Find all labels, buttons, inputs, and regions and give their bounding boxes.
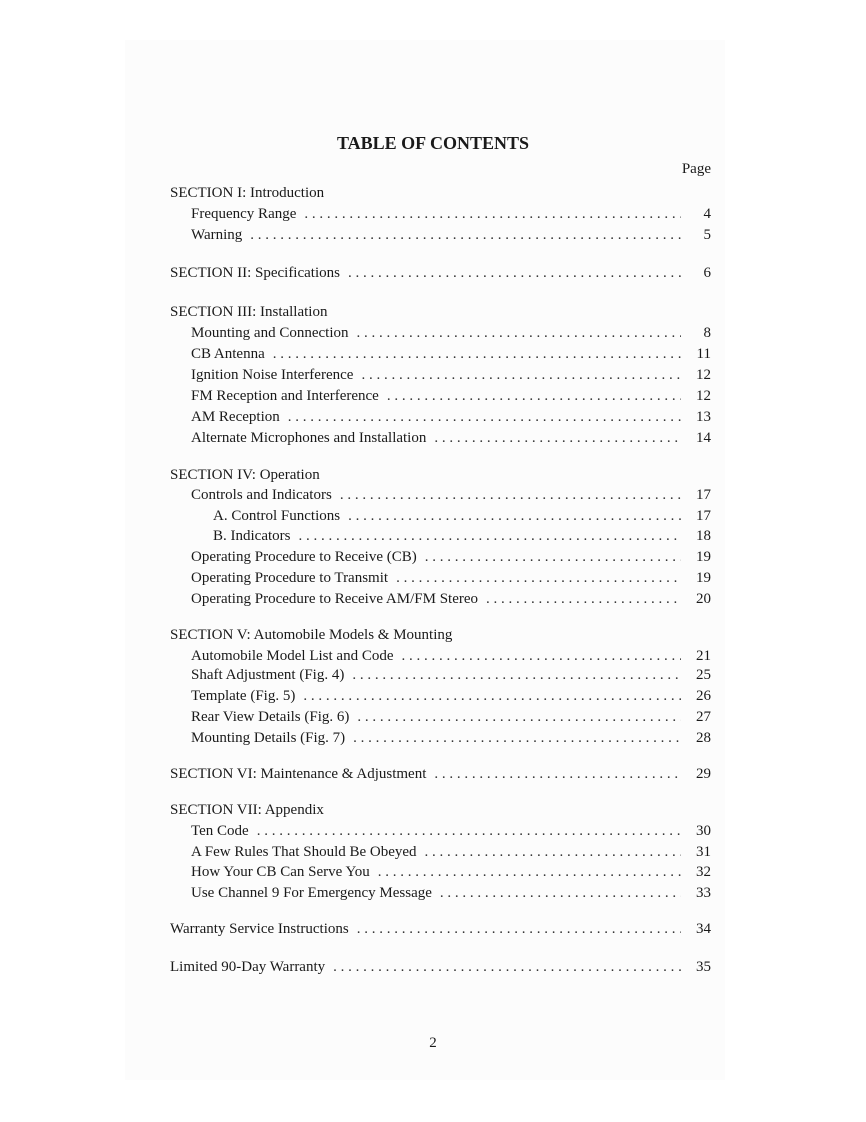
- dot-leader: [348, 263, 681, 283]
- toc-entry-label: Ignition Noise Interference: [191, 367, 354, 383]
- dot-leader: [357, 707, 681, 727]
- toc-page-number: 34: [696, 921, 711, 937]
- toc-entry-label: Warning: [191, 227, 243, 243]
- dot-leader: [273, 344, 681, 364]
- toc-page-number: 20: [696, 591, 711, 607]
- toc-page-number: 18: [696, 528, 711, 544]
- toc-entry-label: SECTION V: Automobile Models & Mounting: [170, 627, 453, 643]
- toc-entry[interactable]: [191, 568, 711, 588]
- toc-entry-label: Alternate Microphones and Installation: [191, 430, 427, 446]
- dot-leader: [357, 323, 682, 343]
- toc-subentry[interactable]: [213, 506, 711, 526]
- toc-entry-label: FM Reception and Interference: [191, 388, 379, 404]
- toc-section-heading[interactable]: [170, 183, 711, 203]
- toc-entry-label: AM Reception: [191, 409, 280, 425]
- toc-entry[interactable]: [191, 862, 711, 882]
- toc-entry-label: How Your CB Can Serve You: [191, 864, 370, 880]
- dot-leader: [378, 862, 681, 882]
- toc-entry-label: SECTION IV: Operation: [170, 467, 320, 483]
- toc-entry-label: SECTION II: Specifications: [170, 265, 340, 281]
- toc-entry-label: Operating Procedure to Receive (CB): [191, 549, 417, 565]
- toc-page-number: 28: [696, 730, 711, 746]
- page-number-footer: 2: [429, 1035, 437, 1051]
- toc-page-number: 14: [696, 430, 711, 446]
- dot-leader: [303, 686, 681, 706]
- dot-leader: [387, 386, 681, 406]
- toc-entry-label: Template (Fig. 5): [191, 688, 296, 704]
- toc-entry-label: Operating Procedure to Receive AM/FM Stereo: [191, 591, 479, 607]
- toc-section-heading[interactable]: [170, 465, 711, 485]
- dot-leader: [440, 883, 681, 903]
- toc-page-number: 21: [696, 648, 711, 664]
- toc-section-heading[interactable]: [170, 263, 711, 283]
- toc-section-heading[interactable]: [170, 919, 711, 939]
- dot-leader: [250, 225, 681, 245]
- toc-entry[interactable]: [191, 665, 711, 685]
- toc-entry-label: A Few Rules That Should Be Obeyed: [191, 844, 417, 860]
- toc-page-number: 33: [696, 885, 711, 901]
- toc-entry-label: Limited 90-Day Warranty: [170, 959, 326, 975]
- dot-leader: [348, 506, 681, 526]
- toc-entry[interactable]: [191, 883, 711, 903]
- toc-subentry[interactable]: [213, 526, 711, 546]
- toc-page-number: 4: [703, 206, 711, 222]
- toc-page-number: 17: [696, 508, 711, 524]
- toc-page-number: 30: [696, 823, 711, 839]
- dot-leader: [298, 526, 681, 546]
- dot-leader: [434, 764, 681, 784]
- dot-leader: [486, 589, 681, 609]
- toc-entry[interactable]: [191, 428, 711, 448]
- dot-leader: [434, 428, 681, 448]
- toc-entry-label: Controls and Indicators: [191, 487, 332, 503]
- toc-entry[interactable]: [191, 547, 711, 567]
- toc-page-number: 19: [696, 549, 711, 565]
- toc-page-number: 8: [703, 325, 711, 341]
- dot-leader: [340, 485, 681, 505]
- toc-entry[interactable]: [191, 407, 711, 427]
- toc-entry[interactable]: [191, 323, 711, 343]
- toc-page-number: 12: [696, 367, 711, 383]
- toc-entry[interactable]: [191, 686, 711, 706]
- toc-entry[interactable]: [191, 821, 711, 841]
- toc-page-number: 5: [703, 227, 711, 243]
- dot-leader: [288, 407, 681, 427]
- dot-leader: [396, 568, 681, 588]
- toc-entry[interactable]: [191, 386, 711, 406]
- dot-leader: [352, 665, 681, 685]
- dot-leader: [353, 728, 681, 748]
- dot-leader: [425, 842, 681, 862]
- toc-page-number: 26: [696, 688, 711, 704]
- toc-entry[interactable]: [191, 204, 711, 224]
- toc-section-heading[interactable]: [170, 957, 711, 977]
- dot-leader: [361, 365, 681, 385]
- toc-entry[interactable]: [191, 728, 711, 748]
- toc-entry[interactable]: [191, 485, 711, 505]
- toc-entry-label: SECTION III: Installation: [170, 304, 328, 320]
- toc-page-number: 17: [696, 487, 711, 503]
- toc-entry-label: CB Antenna: [191, 346, 265, 362]
- toc-entry-label: Use Channel 9 For Emergency Message: [191, 885, 432, 901]
- toc-section-heading[interactable]: [170, 302, 711, 322]
- toc-entry-label: Warranty Service Instructions: [170, 921, 349, 937]
- toc-page-number: 25: [696, 667, 711, 683]
- toc-page-number: 27: [696, 709, 711, 725]
- toc-entry-label: Ten Code: [191, 823, 249, 839]
- toc-page-number: 19: [696, 570, 711, 586]
- toc-section-heading[interactable]: [170, 764, 711, 784]
- toc-entry-label: Operating Procedure to Transmit: [191, 570, 389, 586]
- toc-entry-label: SECTION VII: Appendix: [170, 802, 324, 818]
- dot-leader: [333, 957, 681, 977]
- toc-entry-label: Mounting Details (Fig. 7): [191, 730, 346, 746]
- toc-page-number: 32: [696, 864, 711, 880]
- dot-leader: [304, 204, 681, 224]
- dot-leader: [425, 547, 681, 567]
- toc-entry-label: Shaft Adjustment (Fig. 4): [191, 667, 345, 683]
- toc-entry-label: A. Control Functions: [213, 508, 341, 524]
- toc-entry-label: Rear View Details (Fig. 6): [191, 709, 350, 725]
- toc-section-heading[interactable]: [170, 625, 711, 645]
- toc-page-number: 11: [696, 346, 711, 362]
- toc-entry-label: Automobile Model List and Code: [191, 648, 394, 664]
- toc-entry[interactable]: [191, 225, 711, 245]
- toc-section-heading[interactable]: [170, 800, 711, 820]
- toc-entry-label: Mounting and Connection: [191, 325, 349, 341]
- toc-page-number: 29: [696, 766, 711, 782]
- dot-leader: [357, 919, 681, 939]
- toc-entry-label: SECTION I: Introduction: [170, 185, 325, 201]
- toc-page-number: 13: [696, 409, 711, 425]
- toc-page-number: 35: [696, 959, 711, 975]
- toc-entry[interactable]: [191, 707, 711, 727]
- toc-page-number: 12: [696, 388, 711, 404]
- page-title: TABLE OF CONTENTS: [336, 133, 530, 153]
- toc-entry-label: SECTION VI: Maintenance & Adjustment: [170, 766, 427, 782]
- toc-entry-label: Frequency Range: [191, 206, 297, 222]
- toc-page-number: 31: [696, 844, 711, 860]
- toc-entry[interactable]: [191, 589, 711, 609]
- toc-entry[interactable]: [191, 344, 711, 364]
- toc-entry-label: B. Indicators: [213, 528, 291, 544]
- dot-leader: [257, 821, 681, 841]
- dot-leader: [401, 646, 681, 666]
- toc-entry[interactable]: [191, 646, 711, 666]
- page-column-heading: Page: [681, 161, 711, 177]
- toc-entry[interactable]: [191, 842, 711, 862]
- toc-entry[interactable]: [191, 365, 711, 385]
- toc-page-number: 6: [703, 265, 711, 281]
